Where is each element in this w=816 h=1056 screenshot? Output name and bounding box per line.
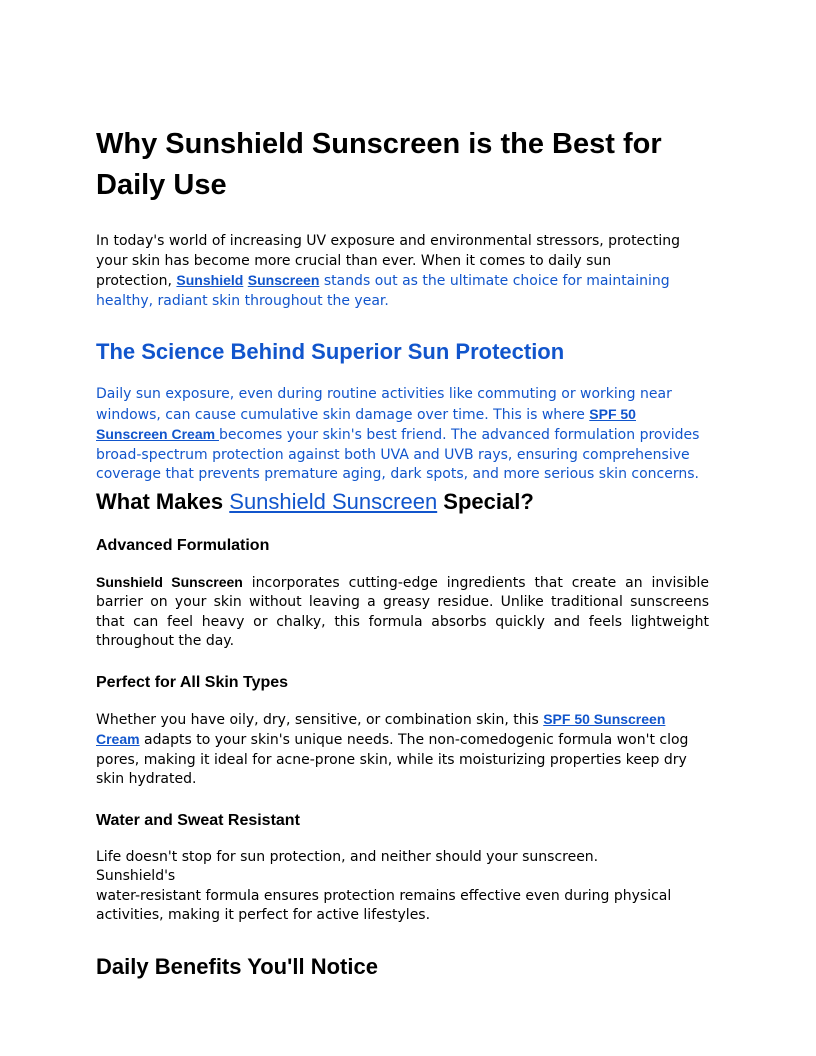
skin-types-text-2: adapts to your skin's unique needs. The non-comedogenic formula won't clog pores, making it ideal for acne-prone skin, while its moisturizing properties keep dry skin hydrated. — [96, 732, 689, 787]
intro-text-1: In today's world of increasing UV exposure and environmental stressors, protecting your skin has become more crucial than ever. When it comes to daily sun protection, — [96, 233, 681, 289]
advanced-text: incorporates cutting-edge ingredients that create an invisible barrier on your skin without leaving a greasy residue. Unlike traditional sunscreens that can feel heavy or chalky, this formula absorbs quickly and feels lightweight throughout the day. — [96, 574, 709, 649]
advanced-bold-brand: Sunshield Sunscreen — [96, 573, 243, 590]
page-title: Why Sunshield Sunscreen is the Best for Daily Use — [96, 128, 662, 201]
water-paragraph — [96, 848, 676, 926]
intro-paragraph — [96, 232, 686, 311]
science-paragraph — [96, 385, 706, 485]
science-text-2: becomes your skin's best friend. The advanced formulation provides broad-spectrum protection against both UVA and UVB rays, ensuring comprehensive coverage that prevents premature aging, dark spots, and more serious skin concerns. — [96, 427, 700, 482]
document-page — [96, 124, 709, 982]
science-text-1: Daily sun exposure, even during routine activities like commuting or working near windows, can cause cumulative skin damage over time. This is where — [96, 386, 672, 423]
advanced-heading: Advanced Formulation — [96, 536, 270, 554]
special-heading-post: Special? — [437, 488, 534, 514]
advanced-paragraph — [96, 573, 709, 652]
water-line-1: Life doesn't stop for sun protection, and neither should your sunscreen. Sunshield's — [96, 848, 599, 884]
special-heading-pre: What Makes — [96, 488, 230, 514]
sunshield-sunscreen-heading-link[interactable]: Sunshield Sunscreen — [229, 488, 438, 514]
science-heading: The Science Behind Superior Sun Protection — [96, 339, 565, 364]
skin-types-paragraph — [96, 710, 696, 790]
sunshield-link[interactable]: Sunshield — [176, 272, 244, 288]
special-heading — [96, 487, 709, 517]
water-heading: Water and Sweat Resistant — [96, 811, 300, 829]
skin-types-text-1: Whether you have oily, dry, sensitive, or combination skin, this — [96, 711, 544, 728]
intro-text-2: stands out as the ultimate choice for maintaining healthy, radiant skin throughout the year. — [96, 273, 670, 309]
skin-types-heading: Perfect for All Skin Types — [96, 673, 289, 691]
water-line-2: water-resistant formula ensures protection remains effective even during physical activities, making it perfect for active lifestyles. — [96, 887, 672, 923]
spf50-cream-link-2[interactable]: SPF 50 Sunscreen Cream — [96, 710, 666, 747]
sunscreen-link[interactable]: Sunscreen — [247, 272, 320, 288]
spf50-cream-link[interactable]: SPF 50 Sunscreen Cream — [96, 405, 636, 442]
benefits-heading: Daily Benefits You'll Notice — [96, 953, 378, 979]
